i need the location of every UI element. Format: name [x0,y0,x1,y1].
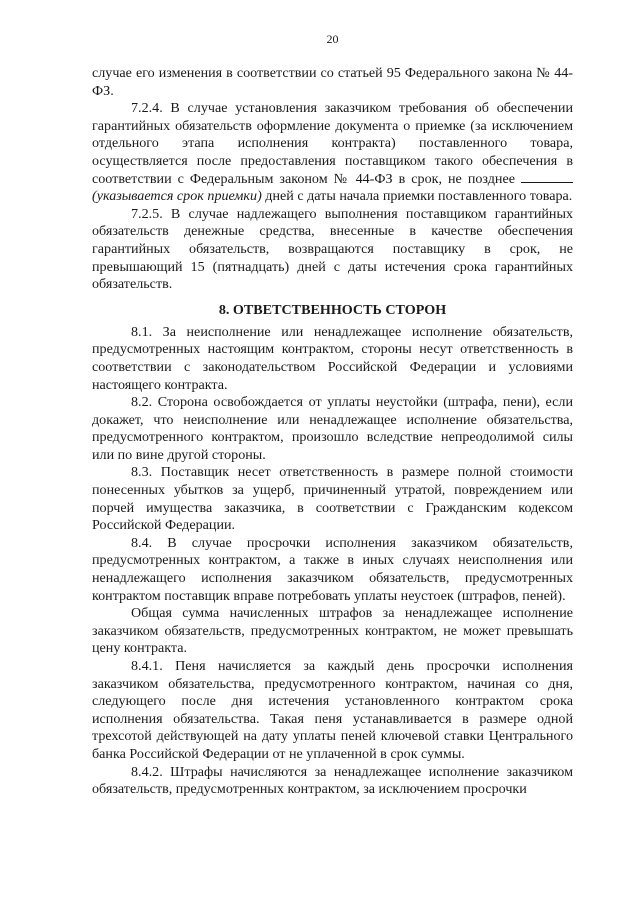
acceptance-term-hint: (указывается срок приемки) [92,188,262,205]
paragraph-8-4-total-fines: Общая сумма начисленных штрафов за ненадлежащее исполнение заказчиком обязательств, предусмотренных контрактом, не может превышать цену контракта. [92,605,573,657]
paragraph-8-3: 8.3. Поставщик несет ответственность в размере полной стоимости понесенных убытков за ущерб, причиненный утратой, повреждением или порчей имущества заказчика, в соответствии с Гражданским кодексом Российской Федерации. [92,464,573,534]
page-number: 20 [326,32,339,46]
paragraph-7-2-4-text: 7.2.4. В случае установления заказчиком требования об обеспечении гарантийных обязательств оформление документа о приемке (за исключением отдельного этапа исполнения контракта) поставленного товара, осуществляется после предоставления поставщиком такого обеспечения в соответствии с Федеральным законом № 44-ФЗ в срок, не позднее [92,100,573,187]
paragraph-8-2: 8.2. Сторона освобождается от уплаты неустойки (штрафа, пени), если докажет, что неисполнение или ненадлежащее исполнение обязательства, предусмотренного контрактом, произошло вследствие непреодолимой силы или по вине другой стороны. [92,394,573,463]
paragraph-8-4-1: 8.4.1. Пеня начисляется за каждый день просрочки исполнения заказчиком обязательства, предусмотренного контрактом, начиная со дня, следующего после дня истечения установленного контрактом срока исполнения обязательства. Такая пеня устанавливается в размере одной трехсотой действующей на дату уплаты пеней ключевой ставки Центрального банка Российской Федерации от не уплаченной в срок суммы. [92,658,573,762]
paragraph-7-2-5: 7.2.5. В случае надлежащего выполнения поставщиком гарантийных обязательств денежные средства, внесенные в качестве обеспечения гарантийных обязательств, возвращаются поставщику в срок, не превышающий 15 (пятнадцать) дней с даты истечения срока гарантийных обязательств. [92,205,573,293]
section-heading-liability: 8. ОТВЕТСТВЕННОСТЬ СТОРОН [218,301,447,318]
paragraph-8-1: 8.1. За неисполнение или ненадлежащее исполнение обязательств, предусмотренных настоящим контрактом, стороны несут ответственность в соответствии с законодательством Российской Федерации и условиями настоящего контракта. [92,323,573,393]
paragraph-8-4-2: 8.4.2. Штрафы начисляются за ненадлежащее исполнение заказчиком обязательств, предусмотренных контрактом, за исключением просрочки [92,763,573,798]
paragraph-7-2-4 [92,100,573,206]
paragraph-7-2-3-end: случае его изменения в соответствии со статьей 95 Федерального закона № 44-ФЗ. [92,65,573,99]
paragraph-8-4: 8.4. В случае просрочки исполнения заказчиком обязательств, предусмотренных контрактом, а также в иных случаях неисполнения или ненадлежащего исполнения заказчиком обязательств, предусмотренных контрактом поставщик вправе потребовать уплаты неустоек (штрафов, пеней). [92,534,573,604]
paragraph-7-2-4-tail: дней с даты начала приемки поставленного товара. [261,188,573,205]
acceptance-term-blank [521,171,573,183]
